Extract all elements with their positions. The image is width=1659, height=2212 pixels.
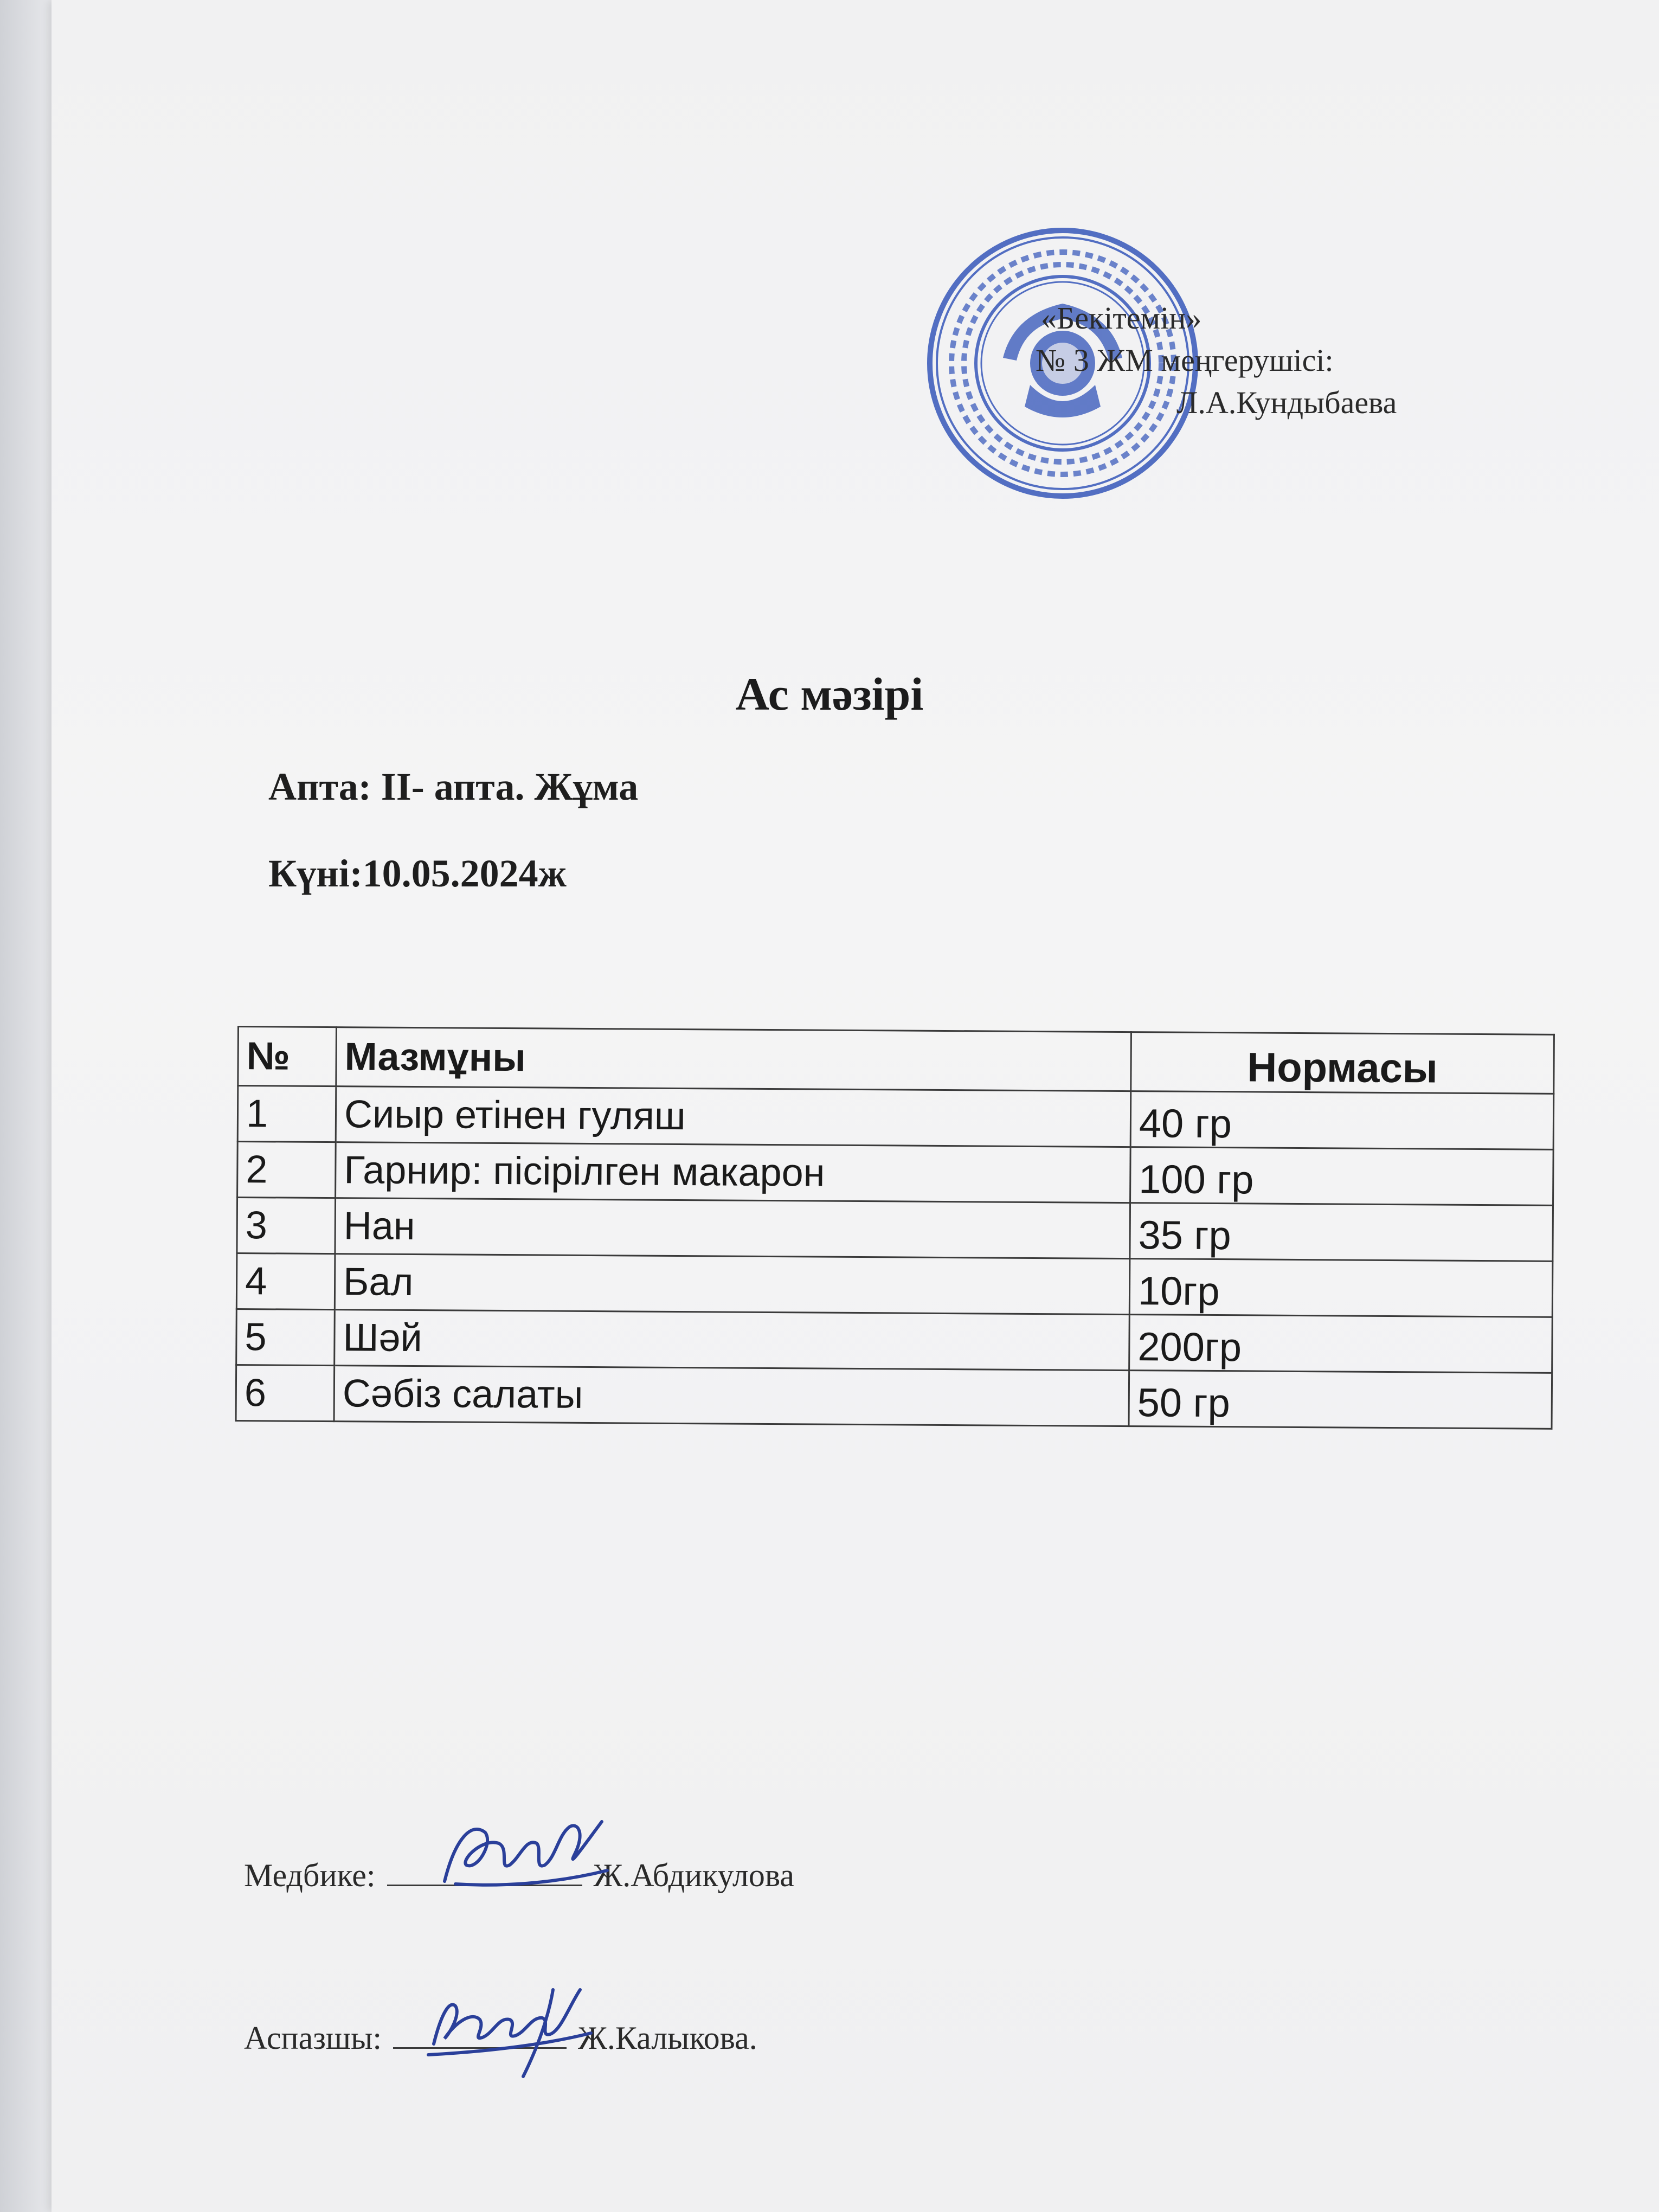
table-row (236, 1365, 1552, 1429)
row-content: Гарнир: пісірілген макарон (336, 1142, 1131, 1203)
row-content: Нан (335, 1198, 1130, 1259)
nurse-handwritten-signature (434, 1805, 613, 1898)
table-row (236, 1309, 1553, 1373)
page-title: Ас мәзірі (735, 668, 924, 720)
header-norm: Нормасы (1131, 1032, 1554, 1094)
row-number: 3 (237, 1198, 336, 1254)
approval-name: Л.А.Кундыбаева (1176, 385, 1397, 420)
header-content: Мазмұны (336, 1027, 1131, 1091)
row-content: Шәй (335, 1310, 1130, 1371)
row-norm: 50 гр (1129, 1371, 1552, 1429)
row-number: 6 (236, 1365, 335, 1421)
approval-heading: «Бекітемін» (1041, 300, 1202, 336)
cook-handwritten-signature (417, 1973, 596, 2082)
menu-table (235, 1026, 1555, 1430)
row-content: Сәбіз салаты (334, 1366, 1129, 1426)
cook-name: Ж.Калыкова. (578, 2020, 757, 2056)
row-norm: 40 гр (1130, 1091, 1554, 1150)
table-row (237, 1198, 1553, 1262)
nurse-role: Медбике: (244, 1857, 376, 1893)
row-number: 4 (236, 1253, 335, 1310)
row-number: 1 (237, 1086, 336, 1142)
week-label: Апта: ІІ- апта. Жұма (268, 765, 639, 808)
row-content: Бал (335, 1254, 1130, 1315)
table-row (237, 1142, 1554, 1206)
row-norm: 35 гр (1130, 1203, 1553, 1262)
row-content: Сиыр етінен гуляш (336, 1086, 1131, 1147)
row-number: 5 (236, 1309, 335, 1365)
approval-position: № 3 ЖМ меңгерушісі: (1036, 343, 1334, 378)
row-norm: 100 гр (1130, 1147, 1554, 1206)
date-label: Күні:10.05.2024ж (268, 852, 567, 895)
table-row (237, 1086, 1554, 1150)
approval-block (1019, 297, 1397, 424)
row-norm: 200гр (1129, 1315, 1553, 1373)
nurse-name: Ж.Абдикулова (593, 1857, 795, 1893)
table-row (236, 1253, 1553, 1317)
header-number: № (238, 1027, 337, 1086)
row-norm: 10гр (1129, 1259, 1553, 1317)
cook-role: Аспазшы: (244, 2020, 382, 2056)
row-number: 2 (237, 1142, 336, 1198)
table-header-row (238, 1027, 1554, 1094)
